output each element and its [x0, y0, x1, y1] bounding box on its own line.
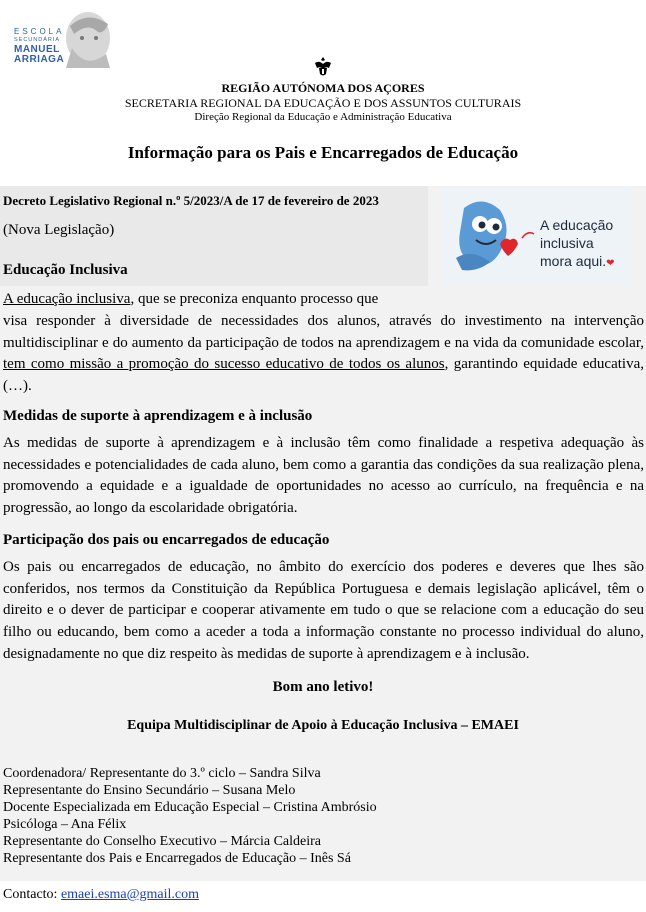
page-title: Informação para os Pais e Encarregados de Educação [127, 143, 519, 162]
section-heading-inclusiva: Educação Inclusiva [3, 262, 128, 278]
team-member: Docente Especializada em Educação Especial – Cristina Ambrósio [3, 800, 377, 815]
team-title: Equipa Multidisciplinar de Apoio à Educação Inclusiva – EMAEI [127, 718, 519, 733]
inclusiva-text-3: , garantindo equidade educativa, (…). [3, 356, 644, 395]
team-member: Psicóloga – Ana Félix [3, 817, 127, 832]
logo-line-escola: ESCOLA [14, 27, 65, 36]
image-text-line3: mora aqui. [540, 253, 607, 269]
medidas-paragraph: As medidas de suporte à aprendizagem e à inclusão têm como finalidade a respetiva adequação às necessidades e potencialidades de cada aluno, bem como a garantia das condições da sua realização plena, promovendo a equidade e a igualdade de oportunidades no acesso ao currículo, na frequência e na progressão, ao longo da escolaridade obrigatória. [3, 435, 644, 517]
small-heart-icon: ❤ [606, 258, 615, 269]
participacao-paragraph: Os pais ou encarregados de educação, no âmbito do exercício dos poderes e deveres que lhes são conferidos, nos termos da Constituição da República Portuguesa e demais legislação aplicável, têm o direito e o dever de participar e cooperar ativamente em tudo o que se relacione com a educação do seu filho ou educando, bem como a aceder a toda a informação constante no processo individual do aluno, designadamente no que diz respeito às medidas de suporte à aprendizagem e à inclusão. [3, 559, 644, 662]
team-member: Representante dos Pais e Encarregados de Educação – Inês Sá [3, 851, 351, 866]
team-member: Representante do Conselho Executivo – Márcia Caldeira [3, 834, 322, 849]
header-secretariat: SECRETARIA REGIONAL DA EDUCAÇÃO E DOS ASSUNTOS CULTURAIS [124, 96, 522, 110]
team-member: Representante do Ensino Secundário – Susana Melo [3, 783, 296, 798]
image-text-line2: inclusiva [540, 235, 594, 251]
inclusiva-underlined-mission: tem como missão a promoção do sucesso educativo de todos os alunos [3, 356, 445, 373]
team-member: Coordenadora/ Representante do 3.º ciclo – Sandra Silva [3, 766, 321, 781]
section-heading-participacao: Participação dos pais ou encarregados de educação [3, 532, 330, 548]
header-region: REGIÃO AUTÓNOMA DOS AÇORES [221, 81, 425, 95]
inclusiva-text-2: visa responder à diversidade de necessidades dos alunos, através do investimento na intervenção multidisciplinar e do aumento da participação de todos na aprendizagem e na vida da comunidade escolar, [3, 313, 644, 351]
decree-reference: Decreto Legislativo Regional n.º 5/2023/A de 17 de fevereiro de 2023 [3, 193, 379, 208]
team-list [3, 765, 377, 867]
contact-line [3, 887, 199, 903]
inclusiva-paragraph-line1 [3, 289, 423, 311]
inclusiva-paragraph [3, 311, 644, 398]
azores-crest-icon [313, 56, 333, 78]
inclusiva-underlined-phrase: A educação inclusiva [3, 291, 131, 307]
new-legislation-label: (Nova Legislação) [3, 222, 115, 238]
header-directorate: Direção Regional da Educação e Administração Educativa [194, 111, 452, 123]
school-logo [8, 8, 118, 70]
logo-line-arriaga: ARRIAGA [14, 53, 65, 65]
image-text-line1: A educação [540, 217, 614, 233]
closing-greeting: Bom ano letivo! [272, 679, 374, 695]
contact-email-link[interactable]: emaei.esma@gmail.com [60, 887, 200, 902]
logo-line-manuel: MANUEL [14, 43, 60, 55]
logo-line-secundaria: SECUNDÁRIA [14, 37, 61, 43]
contact-label: Contacto: [3, 887, 61, 902]
section-heading-medidas: Medidas de suporte à aprendizagem e à inclusão [3, 408, 313, 424]
inclusiva-text-1: , que se preconiza enquanto processo que [130, 291, 379, 307]
inclusive-education-illustration [442, 188, 632, 286]
